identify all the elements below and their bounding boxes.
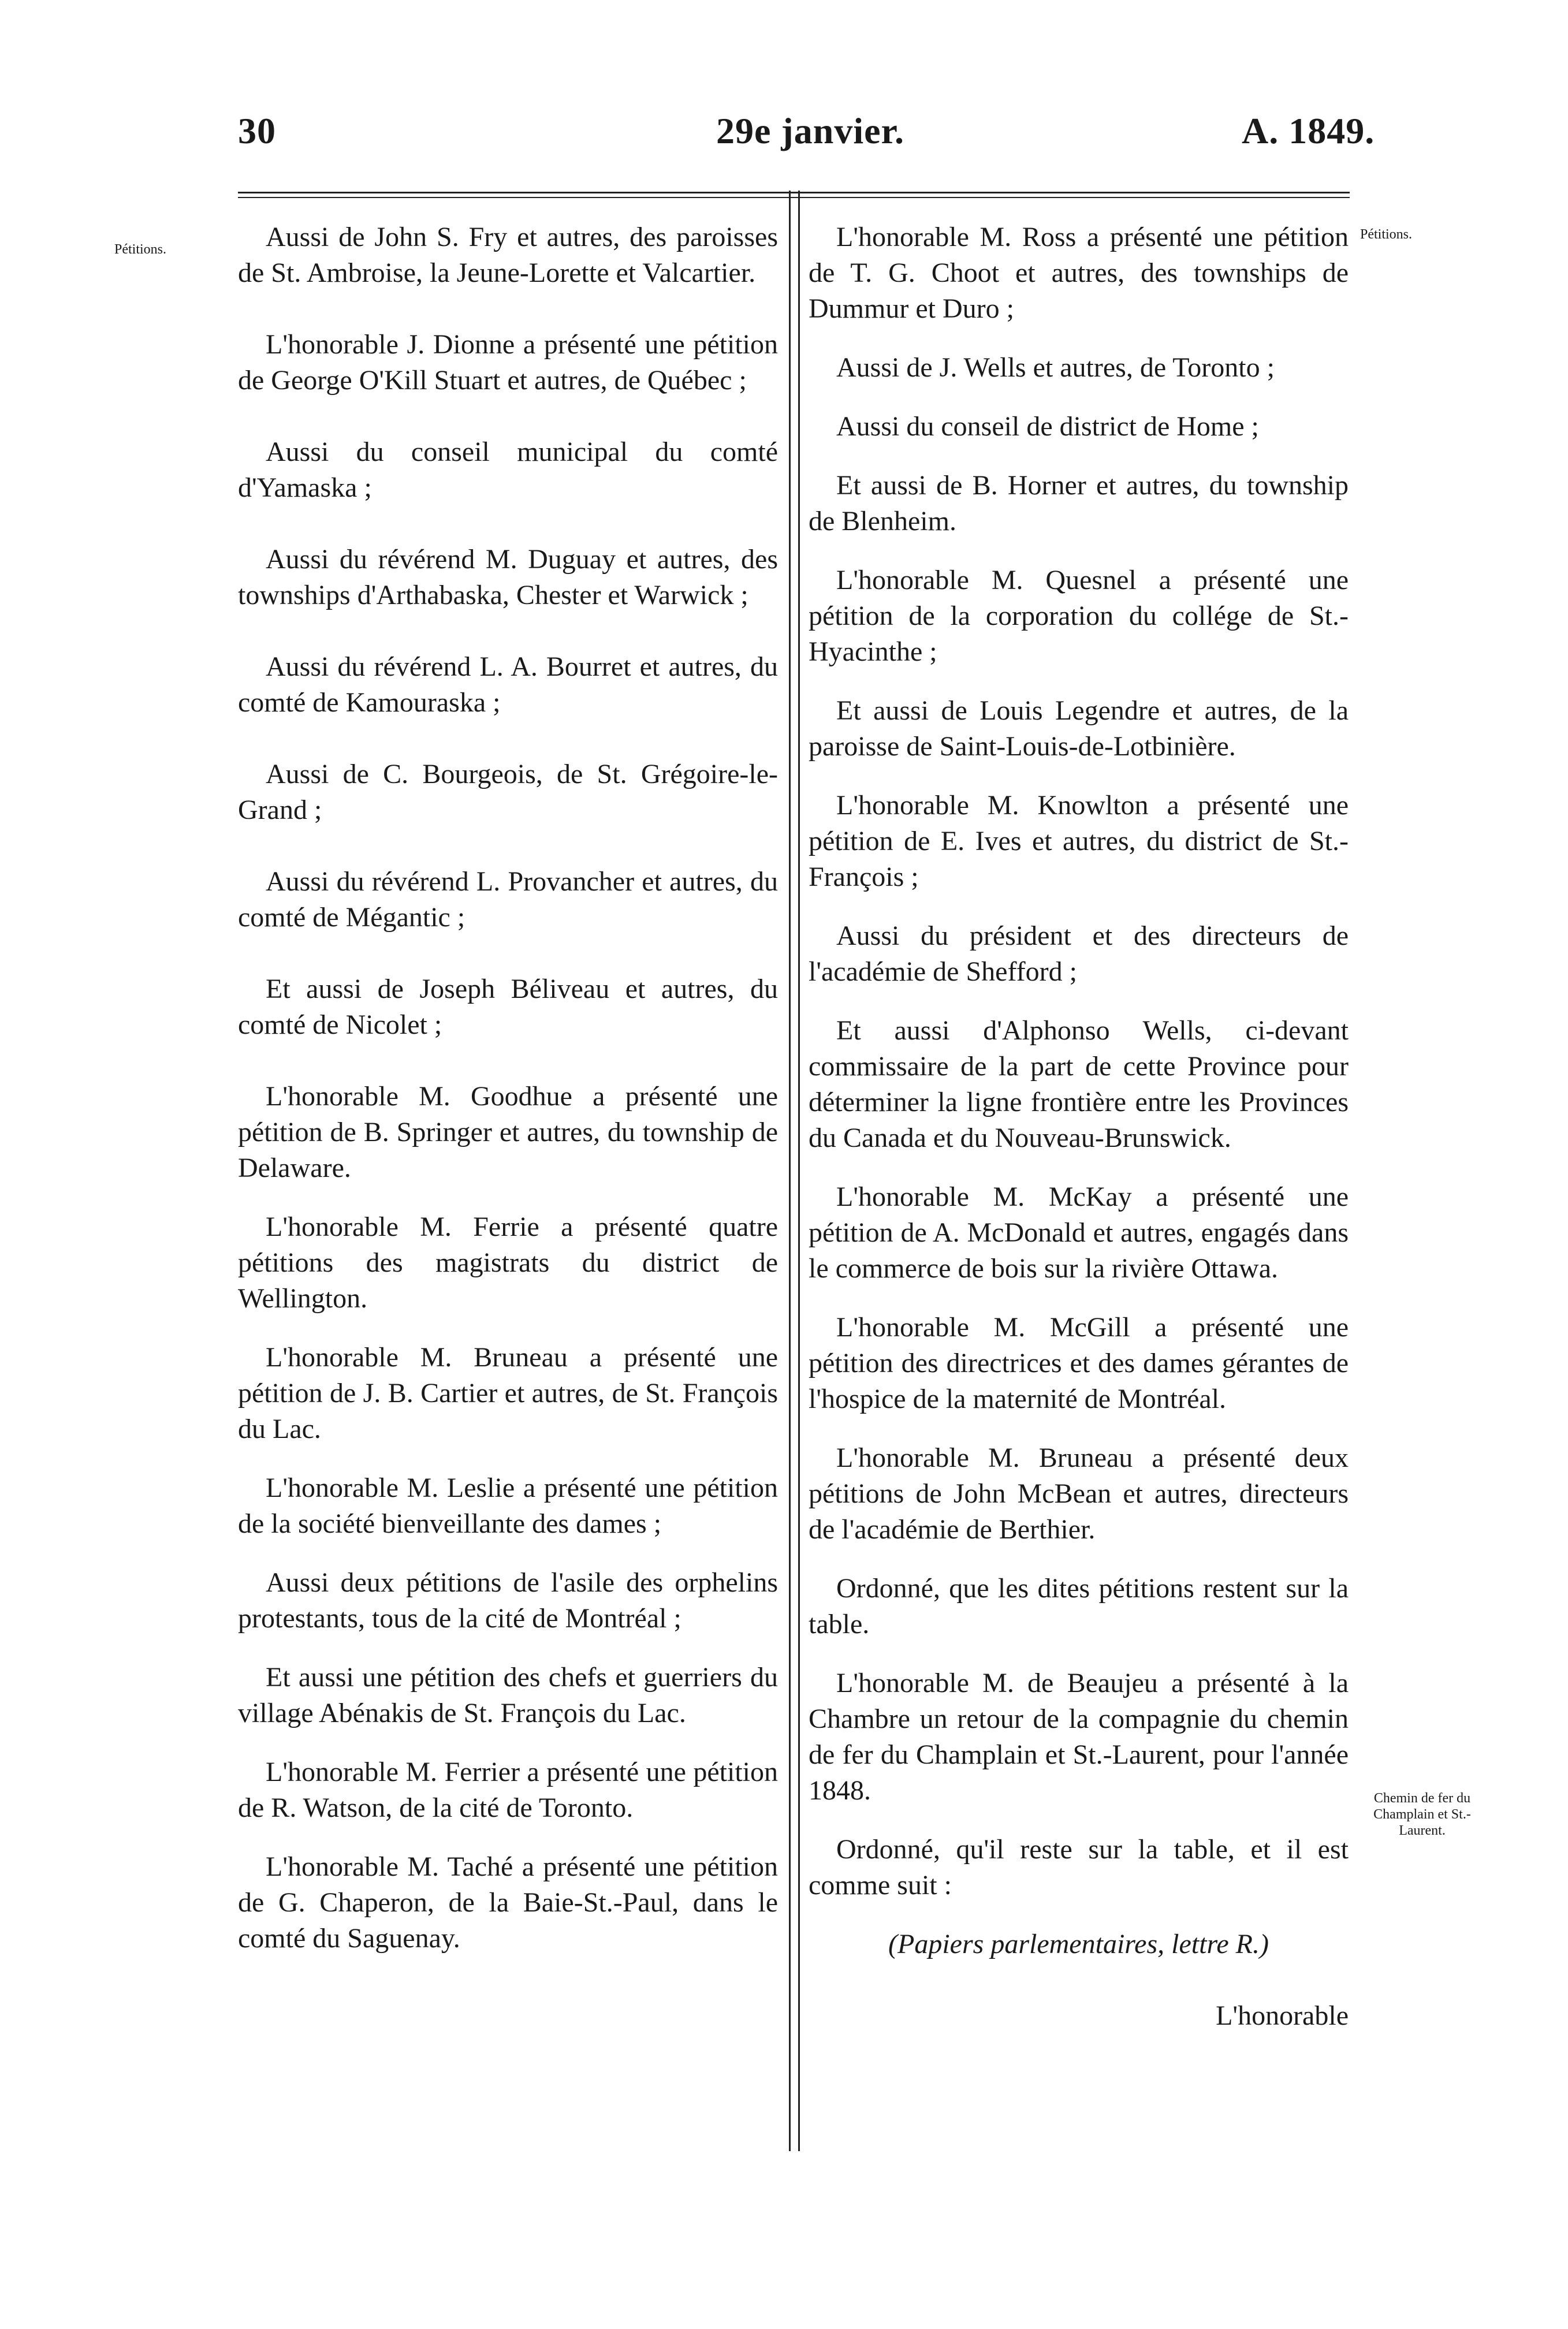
entry-paragraph: L'honorable J. Dionne a présenté une pétition de George O'Kill Stuart et autres, de Québec ; — [238, 329, 778, 396]
margin-note-chemin-de-fer: Chemin de fer du Champlain et St.-Laurent. — [1373, 1791, 1471, 1838]
column-divider-right — [798, 191, 800, 2151]
page-number: 30 — [238, 110, 276, 151]
entry-catchword: L'honorable — [1216, 2000, 1349, 2031]
entry-paragraph: L'honorable M. Quesnel a présenté une pétition de la corporation du collége de St.-Hyacinthe ; — [809, 565, 1349, 667]
entry-paragraph: Et aussi d'Alphonso Wells, ci-devant commissaire de la part de cette Province pour déterminer la ligne frontière entre les Provinces du Canada et du Nouveau-Brunswick. — [809, 1015, 1349, 1153]
entry-paragraph: L'honorable M. de Beaujeu a présenté à la Chambre un retour de la compagnie du chemin de fer du Champlain et St.-Laurent, pour l'année 1848. — [809, 1668, 1349, 1806]
entry-paragraph: Aussi du conseil municipal du comté d'Yamaska ; — [238, 437, 778, 503]
entry-paragraph: Aussi du révérend M. Duguay et autres, des townships d'Arthabaska, Chester et Warwick ; — [238, 544, 778, 610]
entry-parenthetical: (Papiers parlementaires, lettre R.) — [888, 1929, 1269, 1959]
entry-paragraph: Aussi du révérend L. A. Bourret et autres, du comté de Kamouraska ; — [238, 651, 778, 718]
margin-note-petitions-right: Pétitions. — [1360, 227, 1413, 242]
entry-paragraph: L'honorable M. Ferrier a présenté une pétition de R. Watson, de la cité de Toronto. — [238, 1757, 778, 1823]
margin-note-petitions-left: Pétitions. — [114, 242, 167, 257]
entry-paragraph: Ordonné, qu'il reste sur la table, et il est comme suit : — [809, 1834, 1349, 1901]
entry-paragraph: L'honorable M. Ferrie a présenté quatre pétitions des magistrats du district de Wellington. — [238, 1212, 778, 1314]
entry-paragraph: Aussi de John S. Fry et autres, des paroisses de St. Ambroise, la Jeune-Lorette et Valcartier. — [238, 222, 778, 288]
header-rule — [238, 192, 1350, 193]
entry-paragraph: Et aussi de Joseph Béliveau et autres, du comté de Nicolet ; — [238, 974, 778, 1040]
column-divider-left — [789, 191, 791, 2151]
entry-paragraph: L'honorable M. Bruneau a présenté une pétition de J. B. Cartier et autres, de St. François du Lac. — [238, 1342, 778, 1444]
entry-paragraph: L'honorable M. Goodhue a présenté une pétition de B. Springer et autres, du township de Delaware. — [238, 1081, 778, 1183]
header-rule-secondary — [238, 197, 1350, 198]
entry-paragraph: L'honorable M. Knowlton a présenté une pétition de E. Ives et autres, du district de St.-François ; — [809, 790, 1349, 892]
entry-paragraph: L'honorable M. Taché a présenté une pétition de G. Chaperon, de la Baie-St.-Paul, dans le comté du Saguenay. — [238, 1851, 778, 1954]
entry-paragraph: Et aussi de Louis Legendre et autres, de la paroisse de Saint-Louis-de-Lotbinière. — [809, 695, 1349, 762]
entry-paragraph: Aussi de C. Bourgeois, de St. Grégoire-le-Grand ; — [238, 759, 778, 825]
entry-paragraph: L'honorable M. Ross a présenté une pétition de T. G. Choot et autres, des townships de Dummur et Duro ; — [809, 222, 1349, 324]
entry-paragraph: Aussi deux pétitions de l'asile des orphelins protestants, tous de la cité de Montréal ; — [238, 1567, 778, 1634]
right-column — [809, 219, 1349, 2070]
page-date: 29e janvier. — [716, 110, 905, 151]
entry-paragraph: L'honorable M. McGill a présenté une pétition des directrices et des dames gérantes de l'hospice de la maternité de Montréal. — [809, 1312, 1349, 1414]
entry-paragraph: Aussi de J. Wells et autres, de Toronto ; — [836, 352, 1275, 383]
entry-paragraph: L'honorable M. Bruneau a présenté deux pétitions de John McBean et autres, directeurs de l'académie de Berthier. — [809, 1443, 1349, 1545]
entry-paragraph: Ordonné, que les dites pétitions restent sur la table. — [809, 1573, 1349, 1639]
entry-paragraph: Aussi du président et des directeurs de l'académie de Shefford ; — [809, 921, 1349, 987]
entry-paragraph: L'honorable M. McKay a présenté une pétition de A. McDonald et autres, engagés dans le commerce de bois sur la rivière Ottawa. — [809, 1182, 1349, 1284]
entry-paragraph: Aussi du conseil de district de Home ; — [836, 411, 1259, 442]
entry-paragraph: Et aussi de B. Horner et autres, du township de Blenheim. — [809, 470, 1349, 536]
entry-paragraph: L'honorable M. Leslie a présenté une pétition de la société bienveillante des dames ; — [238, 1473, 778, 1539]
entry-paragraph: Aussi du révérend L. Provancher et autres, du comté de Mégantic ; — [238, 866, 778, 933]
page-year: A. 1849. — [1242, 110, 1375, 151]
left-column — [238, 219, 778, 1980]
entry-paragraph: Et aussi une pétition des chefs et guerriers du village Abénakis de St. François du Lac. — [238, 1662, 778, 1728]
